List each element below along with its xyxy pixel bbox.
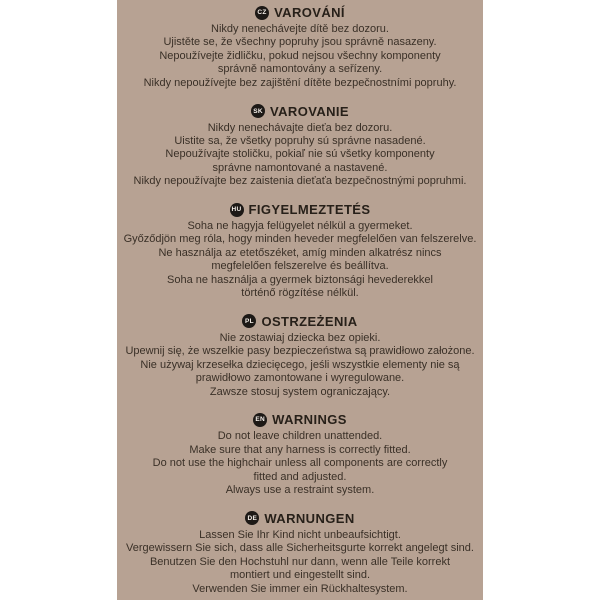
section-header — [117, 5, 483, 20]
section-title: WARNINGS — [272, 412, 347, 428]
language-badge-icon: PL — [242, 314, 256, 328]
warning-line: Nie używaj krzesełka dziecięcego, jeśli wszystkie elementy nie są — [140, 358, 460, 371]
warning-line: Make sure that any harness is correctly fitted. — [189, 443, 411, 456]
warning-line: Always use a restraint system. — [225, 484, 375, 497]
warning-line: správne namontované a nastavené. — [212, 161, 388, 174]
warning-line: Soha ne használja a gyermek biztonsági hevederekkel — [167, 273, 433, 286]
language-badge-icon: EN — [253, 413, 267, 427]
warning-line: správně namontovány a seřízeny. — [217, 63, 383, 76]
warning-section — [117, 202, 483, 300]
warning-line: Verwenden Sie immer ein Rückhaltesystem. — [192, 582, 408, 595]
section-title: VAROVANIE — [270, 103, 349, 119]
warning-line: Vergewissern Sie sich, dass alle Sicherheitsgurte korrekt angelegt sind. — [126, 542, 474, 555]
language-badge-icon: SK — [251, 104, 265, 118]
warning-line: Nikdy nenechávejte dítě bez dozoru. — [211, 23, 389, 35]
warning-line: Lassen Sie Ihr Kind nicht unbeaufsichtigt. — [199, 528, 401, 541]
warning-line: Nikdy nenechávajte dieťa bez dozoru. — [207, 121, 393, 134]
section-title: VAROVÁNÍ — [274, 5, 345, 20]
warning-line: fitted and adjusted. — [253, 470, 347, 483]
section-lines — [117, 529, 483, 596]
warning-line: Ujistěte se, že všechny popruhy jsou správně nasazeny. — [163, 36, 437, 49]
warning-line: Nikdy nepoužívajte bez zaistenia dieťaťa bezpečnostnými popruhmi. — [133, 175, 467, 188]
warning-line: Do not use the highchair unless all components are correctly — [152, 457, 448, 470]
warning-section — [117, 511, 483, 596]
section-lines — [117, 122, 483, 189]
warning-line: Nepoužívejte židličku, pokud nejsou všechny komponenty — [159, 49, 441, 62]
section-lines — [117, 332, 483, 399]
warning-section — [117, 5, 483, 90]
warning-section — [117, 314, 483, 399]
warning-line: Győződjön meg róla, hogy minden heveder megfelelően van felszerelve. — [123, 233, 477, 246]
warning-section — [117, 104, 483, 189]
warning-line: Nikdy nepoužívejte bez zajištění dítěte bezpečnostními popruhy. — [143, 76, 457, 89]
warning-line: Zawsze stosuj system ograniczający. — [209, 385, 391, 398]
warning-line: Nie zostawiaj dziecka bez opieki. — [219, 331, 381, 344]
section-header — [117, 314, 483, 329]
section-lines — [117, 220, 483, 300]
warning-line: történő rögzítése nélkül. — [241, 287, 359, 300]
warning-line: prawidłowo zamontowane i wyregulowane. — [195, 372, 405, 385]
section-title: FIGYELMEZTETÉS — [248, 202, 371, 217]
section-header — [117, 104, 483, 119]
warning-section — [117, 412, 483, 497]
warning-label-panel — [117, 0, 483, 600]
warning-line: Nepoužívajte stoličku, pokiaľ nie sú všetky komponenty — [165, 148, 435, 161]
warning-line: Uistite sa, že všetky popruhy sú správne nasadené. — [174, 134, 426, 147]
warning-line: Benutzen Sie den Hochstuhl nur dann, wenn alle Teile korrekt — [149, 555, 451, 568]
warning-line: Do not leave children unattended. — [217, 430, 383, 443]
warning-line: Ne használja az etetőszéket, amíg minden alkatrész nincs — [158, 246, 442, 259]
language-badge-icon: DE — [245, 511, 259, 525]
warning-line: montiert und eingestellt sind. — [229, 569, 371, 582]
warning-line: Soha ne hagyja felügyelet nélkül a gyermeket. — [187, 220, 413, 232]
warning-line: megfelelően felszerelve és beállítva. — [211, 260, 389, 273]
warning-line: Upewnij się, że wszelkie pasy bezpieczeństwa są prawidłowo założone. — [125, 345, 475, 358]
section-title: OSTRZEŻENIA — [261, 313, 358, 329]
section-header — [117, 202, 483, 217]
section-lines — [117, 430, 483, 497]
language-badge-icon: HU — [230, 203, 244, 217]
section-header — [117, 511, 483, 526]
section-lines — [117, 23, 483, 90]
section-title: WARNUNGEN — [264, 510, 355, 526]
language-badge-icon: CZ — [255, 6, 269, 20]
section-header — [117, 412, 483, 427]
